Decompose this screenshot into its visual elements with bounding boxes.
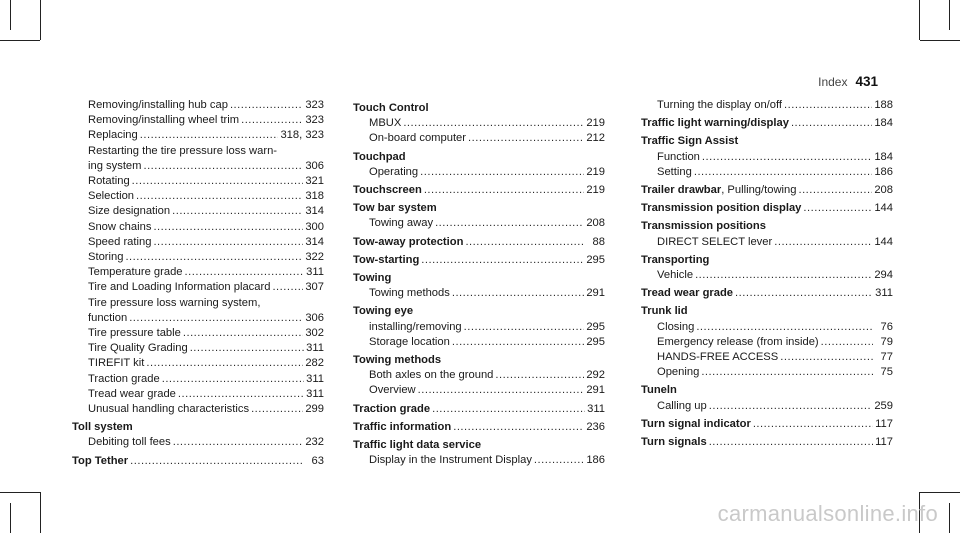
leader-dots [709,399,873,414]
index-subentry [72,356,324,371]
entry-term: Traffic light warning/display [641,117,789,130]
leader-dots [453,420,584,435]
index-subentry [641,150,893,165]
entry-term: Turning the display on/off [657,99,783,111]
leader-dots [784,98,872,113]
leader-dots [173,435,304,450]
entry-term: Top Tether [72,454,129,467]
crop-mark [40,0,41,40]
entry-term: Speed rating [88,235,152,248]
index-entry [641,201,893,216]
leader-dots [803,201,872,216]
entry-term: Size designation [88,205,171,218]
page-reference: 295 [586,335,605,348]
index-subentry [72,128,324,143]
crop-mark [0,40,40,41]
leader-dots [183,326,303,341]
leader-dots [125,250,303,265]
leader-dots [153,220,303,235]
page-reference: 294 [874,269,893,282]
entry-term: function [88,311,128,324]
leader-dots [153,235,303,250]
leader-dots [130,454,304,469]
leader-dots [753,417,873,432]
entry-term: Turn signal indicator [641,417,751,430]
entry-term: Transmission position display [641,202,802,215]
leader-dots [774,235,872,250]
leader-dots [178,387,304,402]
entry-term: Storage location [369,335,450,348]
index-subentry [72,311,324,326]
index-subentry-line: Restarting the tire pressure loss warn- [88,144,278,157]
entry-term: MBUX [369,117,402,130]
index-entry [353,235,605,250]
leader-dots [432,402,585,417]
page-reference: 188 [874,99,893,111]
page-reference: 291 [586,287,605,300]
index-entry [641,286,893,301]
leader-dots [136,189,303,204]
index-subentry [72,280,324,295]
index-subentry [353,320,605,335]
entry-term: Calling up [657,399,707,412]
entry-term: Removing/installing wheel trim [88,114,240,127]
leader-dots [129,311,303,326]
index-subentry [72,204,324,219]
index-heading: Towing [353,272,392,285]
entry-term: ing system [88,159,142,172]
page-reference: 144 [874,202,893,215]
crop-mark [920,40,960,41]
entry-term: Storing [88,251,124,264]
index-heading: Touch Control [353,102,429,114]
entry-term: Trailer drawbar [641,184,722,197]
page-reference: 208 [874,184,893,197]
entry-term: Tow-starting [353,253,420,266]
page-reference: 302 [305,327,324,340]
page-reference: 306 [305,159,324,172]
index-entry [353,420,605,435]
leader-dots [780,350,873,365]
page-number: 431 [855,74,878,89]
entry-term: HANDS-FREE ACCESS [657,351,779,364]
page-reference: 63 [311,454,324,467]
page-reference: 208 [586,217,605,230]
entry-subterm: , Pulling/towing [721,184,797,197]
index-subentry [72,235,324,250]
index-subentry [72,402,324,417]
leader-dots [695,268,872,283]
index-subentry [641,98,893,113]
page-reference: 306 [305,311,324,324]
page-reference: 311 [875,287,893,300]
leader-dots [534,453,584,468]
leader-dots [140,128,279,143]
page-reference: 318, 323 [280,129,324,142]
index-subentry [72,189,324,204]
page-reference: 322 [305,251,324,264]
index-heading: Tow bar system [353,202,437,215]
page-reference: 186 [586,454,605,467]
index-column-3 [641,98,893,450]
index-heading: Touchpad [353,150,406,163]
index-subentry [641,350,893,365]
page-reference: 144 [874,235,893,248]
entry-term: Setting [657,165,692,178]
entry-term: Traction grade [353,402,431,415]
page-reference: 314 [305,235,324,248]
crop-mark [919,0,920,40]
page-reference: 117 [875,436,893,449]
index-subentry [641,165,893,180]
page-reference: 295 [586,320,605,333]
page-reference: 323 [305,99,324,111]
leader-dots [185,265,304,280]
leader-dots [403,116,584,131]
entry-term: Emergency release (from inside) [657,335,819,348]
index-column-1 [72,98,324,469]
crop-mark [920,492,960,493]
index-entry [641,116,893,131]
leader-dots [701,365,873,380]
entry-term: Tow-away protection [353,235,464,248]
leader-dots [791,116,872,131]
leader-dots [821,335,873,350]
index-entry [353,253,605,268]
index-entry [641,417,893,432]
page-reference: 321 [305,175,324,188]
leader-dots [272,280,303,295]
page-header [818,74,878,89]
leader-dots [172,204,303,219]
leader-dots [696,320,873,335]
index-heading: Tuneln [641,384,677,397]
leader-dots [230,98,303,113]
index-subentry [641,235,893,250]
entry-term: Display in the Instrument Display [369,454,532,467]
entry-term: Traffic information [353,420,452,433]
page-reference: 184 [874,117,893,130]
index-subentry [72,159,324,174]
page-reference: 311 [306,387,324,400]
watermark: carmanualsonline.info [717,501,938,526]
entry-term: Temperature grade [88,266,183,279]
leader-dots [709,435,873,450]
entry-term: Closing [657,320,695,333]
entry-term: Towing methods [369,287,450,300]
index-subentry [641,335,893,350]
index-subentry [72,250,324,265]
entry-term: Tread wear grade [641,287,734,300]
index-heading: Towing methods [353,354,442,367]
leader-dots [190,341,304,356]
entry-term: Turn signals [641,436,707,449]
crop-mark [40,492,41,533]
page-reference: 323 [305,114,324,127]
entry-term: Selection [88,190,135,203]
page-reference: 314 [305,205,324,218]
entry-term: Tire and Loading Information placard [88,281,271,294]
leader-dots [464,320,585,335]
entry-term: Overview [369,384,416,397]
page-reference: 232 [305,436,324,449]
index-heading: Transmission positions [641,220,766,233]
leader-dots [421,253,584,268]
index-subentry [72,265,324,280]
entry-term: installing/removing [369,320,462,333]
page-reference: 311 [587,402,605,415]
page-reference: 219 [586,184,605,197]
entry-term: Function [657,150,700,163]
index-subentry [72,372,324,387]
page-reference: 219 [586,117,605,130]
leader-dots [420,165,584,180]
leader-dots [418,383,585,398]
index-subentry [353,216,605,231]
entry-term: Debiting toll fees [88,436,171,449]
page-reference: 311 [306,266,324,279]
entry-term: Rotating [88,175,130,188]
page-reference: 76 [880,320,893,333]
index-subentry [353,165,605,180]
index-subentry [72,435,324,450]
leader-dots [735,286,873,301]
leader-dots [495,368,584,383]
page-reference: 259 [874,399,893,412]
page-reference: 75 [880,366,893,379]
index-heading: Traffic light data service [353,439,482,452]
index-heading: Transporting [641,253,710,266]
index-subentry [353,453,605,468]
leader-dots [435,216,584,231]
page-reference: 212 [586,132,605,145]
leader-dots [146,356,303,371]
index-column-2 [353,98,605,468]
leader-dots [241,113,303,128]
leader-dots [132,174,304,189]
index-subentry [72,220,324,235]
page-reference: 79 [880,335,893,348]
page-reference: 291 [586,384,605,397]
entry-term: Touchscreen [353,184,422,197]
crop-mark [949,503,950,533]
page-reference: 292 [586,369,605,382]
crop-mark [10,0,11,30]
page-reference: 186 [874,165,893,178]
entry-term: Both axles on the ground [369,369,494,382]
page-reference: 311 [306,342,324,355]
entry-term: Unusual handling characteristics [88,403,250,416]
page-reference: 219 [586,165,605,178]
index-subentry [353,383,605,398]
page-reference: 282 [305,357,324,370]
index-subentry [72,113,324,128]
leader-dots [452,335,584,350]
index-subentry [353,335,605,350]
index-subentry-line: Tire pressure loss warning system, [88,296,261,309]
crop-mark [949,0,950,30]
page-reference: 236 [586,420,605,433]
page-reference: 117 [875,417,893,430]
index-entry [641,183,893,198]
index-subentry [641,365,893,380]
crop-mark [0,492,40,493]
index-subentry [72,341,324,356]
entry-term: Operating [369,165,419,178]
page-reference: 295 [586,253,605,266]
leader-dots [702,150,872,165]
index-subentry [353,368,605,383]
leader-dots [468,131,584,146]
index-subentry [72,98,324,113]
index-subentry [641,320,893,335]
entry-term: Traction grade [88,372,160,385]
leader-dots [251,402,303,417]
leader-dots [424,183,585,198]
page-reference: 299 [305,403,324,416]
entry-term: Snow chains [88,220,152,233]
index-entry [72,454,324,469]
entry-term: TIREFIT kit [88,357,145,370]
entry-term: On-board computer [369,132,467,145]
entry-term: Towing away [369,217,434,230]
index-entry [353,183,605,198]
entry-term: Removing/installing hub cap [88,99,228,111]
entry-term: Replacing [88,129,138,142]
index-heading: Toll system [72,421,133,434]
page-reference: 318 [305,190,324,203]
leader-dots [694,165,872,180]
index-subentry [72,174,324,189]
page-reference: 77 [880,351,893,364]
leader-dots [452,286,584,301]
leader-dots [798,183,872,198]
index-subentry [72,387,324,402]
crop-mark [10,503,11,533]
index-entry [353,402,605,417]
index-subentry [353,286,605,301]
page-reference: 88 [592,235,605,248]
page-reference: 307 [305,281,324,294]
index-heading: Towing eye [353,305,414,318]
leader-dots [465,235,585,250]
leader-dots [162,372,304,387]
entry-term: Opening [657,366,700,379]
index-entry [641,435,893,450]
index-heading: Traffic Sign Assist [641,135,739,148]
entry-term: Vehicle [657,269,694,282]
entry-term: Tire pressure table [88,327,181,340]
index-subentry [641,399,893,414]
index-heading: Trunk lid [641,305,688,318]
section-title: Index [818,75,848,89]
leader-dots [143,159,303,174]
entry-term: Tread wear grade [88,387,176,400]
page-reference: 184 [874,150,893,163]
index-subentry [353,116,605,131]
index-subentry [72,326,324,341]
index-subentry [641,268,893,283]
index-subentry [353,131,605,146]
entry-term: DIRECT SELECT lever [657,235,773,248]
entry-term: Tire Quality Grading [88,342,188,355]
page-reference: 311 [306,372,324,385]
page-reference: 300 [305,220,324,233]
